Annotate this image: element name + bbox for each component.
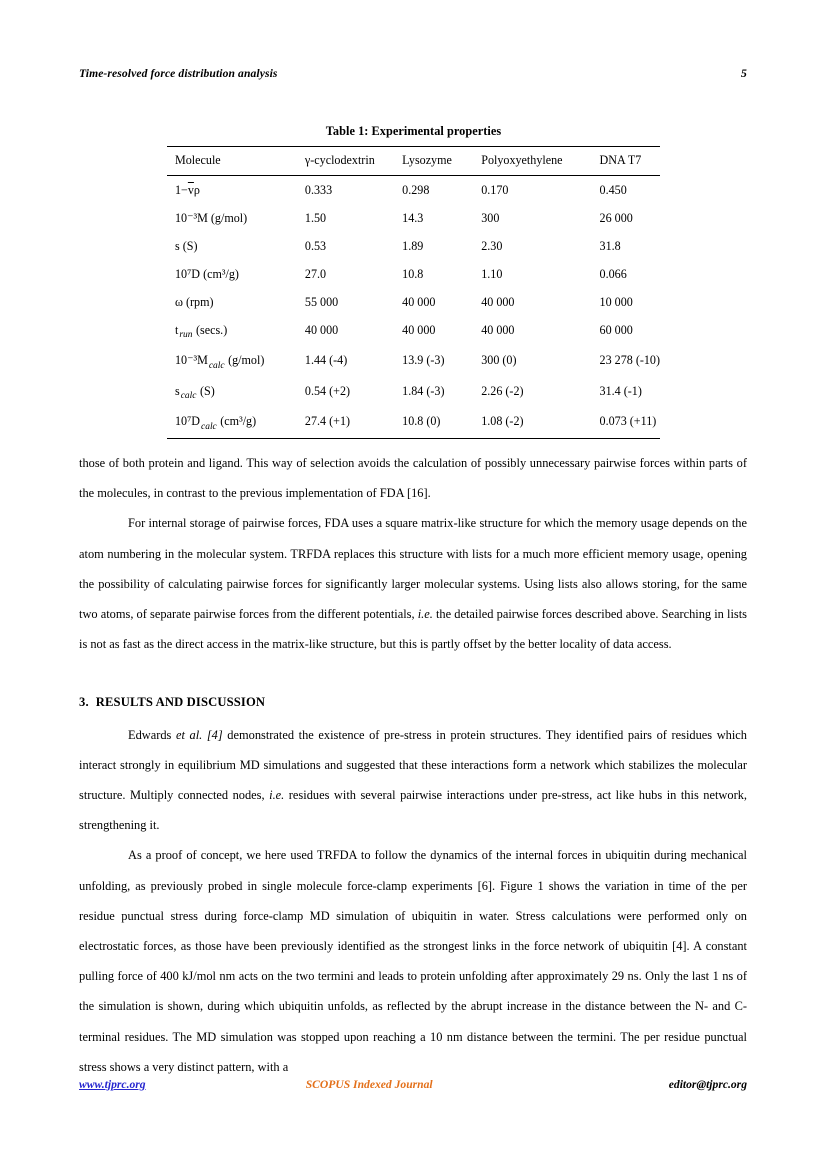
table-row: [167, 316, 660, 347]
overbar-v: $\overline{v}$: [187, 182, 194, 197]
paragraph-continuation: those of both protein and ligand. This way of selection avoids the calculation of possibly unnecessary pairwise forces within parts of the molecules, in contrast to the previous implementation of FDA [16].: [79, 456, 747, 501]
table-cell: 0.066: [599, 266, 627, 281]
table-cell: 300: [481, 210, 500, 225]
emphasis-et-al-citation: et al. [4]: [175, 727, 223, 742]
row-label: ω (rpm): [175, 294, 214, 309]
emphasis-ie-2: i.e.: [269, 788, 285, 803]
paragraph-text-b: the detailed pairwise forces described above. Searching in lists is not as fast as the direct access in the matrix-like structure, but this is partly offset by the better locality of data access.: [79, 607, 747, 652]
row-label: $1-\overline{v}\rho$: [175, 182, 200, 197]
table-cell: 60 000: [599, 322, 633, 337]
table-row: [167, 288, 660, 316]
running-head-title: Time-resolved force distribution analysis: [79, 67, 278, 80]
table-cell: 40 000: [481, 294, 515, 309]
row-label: $t_{run}$ (secs.): [175, 322, 228, 341]
body-text: [79, 448, 747, 1082]
table-cell: 300 (0): [481, 353, 517, 368]
table-cell: 1.44 (-4): [304, 353, 348, 368]
section-title: RESULTS AND DISCUSSION: [95, 695, 266, 710]
table-cell: 31.8: [599, 238, 621, 253]
paragraph-text-c: residues with several pairwise interactions under pre-stress, act like hubs in this network, strengthening it.: [79, 788, 747, 833]
paragraph-internal-storage: [79, 508, 747, 659]
table-cell: 55 000: [304, 294, 339, 309]
table-row: [167, 260, 660, 288]
table-cell: 14.3: [402, 210, 424, 225]
footer-email: editor@tjprc.org: [668, 1078, 747, 1091]
row-label: s (S): [175, 238, 198, 253]
table-cell: 31.4 (-1): [599, 383, 642, 398]
page-footer: [79, 1078, 747, 1091]
table-row: [167, 204, 660, 232]
section-heading-results: [79, 687, 747, 717]
page-number: 5: [740, 66, 747, 80]
subscript-run: run: [179, 330, 193, 341]
paragraph-edwards: [79, 720, 747, 841]
table-cell: 10 000: [599, 294, 633, 309]
table-cell: 27.4 (+1): [304, 414, 351, 429]
table-cell: 0.333: [304, 182, 333, 197]
section-number: 3.: [79, 695, 89, 710]
row-label: $10^7D_{calc}$ (cm³/g): [175, 414, 257, 432]
column-header-lysozyme: Lysozyme: [402, 153, 452, 167]
table-cell: 0.54 (+2): [304, 383, 351, 398]
table-cell: 0.450: [599, 182, 627, 197]
footer-website-link[interactable]: www.tjprc.org: [79, 1078, 146, 1091]
table-row: [167, 176, 660, 205]
table-cell: 27.0: [304, 266, 327, 281]
section-heading-wrapper: [79, 687, 747, 717]
table-cell: 0.53: [304, 238, 327, 253]
table-cell: 23 278 (-10): [599, 353, 660, 368]
table-row: [167, 408, 660, 439]
row-label: $10^{-3}M_{calc}$ (g/mol): [175, 353, 265, 371]
table-cell: 1.08 (-2): [481, 414, 524, 429]
paragraph-text-b: demonstrated the existence of pre-stress in protein structures. They identified pairs of residues which interact strongly in equilibrium MD simulations and suggested that these interactions form a network which stabilizes the molecular structure. Multiply connected nodes,: [79, 727, 747, 803]
table-header: [167, 147, 660, 176]
table-caption: Table 1: Experimental properties: [325, 124, 502, 138]
table-cell: 10.8 (0): [402, 414, 441, 429]
row-label: 10⁷D (cm³/g): [175, 266, 239, 281]
table-cell: 1.89: [402, 238, 424, 253]
experimental-properties-table: [167, 146, 660, 439]
subscript-calc: calc: [208, 360, 225, 371]
table-cell: 26 000: [599, 210, 633, 225]
table-row: [167, 232, 660, 260]
row-label: $s_{calc}$ (S): [175, 383, 215, 402]
table-header-row: [167, 147, 660, 176]
table-cell: 10.8: [402, 266, 424, 281]
running-head: [79, 66, 747, 81]
table-cell: 40 000: [304, 322, 339, 337]
table-cell: 1.10: [481, 266, 503, 281]
table-cell: 2.30: [481, 238, 503, 253]
paragraph-proof-of-concept: As a proof of concept, we here used TRFDA to follow the dynamics of the internal forces in ubiquitin during mechanical unfolding, as previously probed in single molecule force-clamp experiments [6]. Figure 1 shows the variation in time of the per residue punctual stress during force-clamp MD simulation of ubiquitin in water. Stress calculations were performed only on electrostatic forces, as those have been previously identified as the strongest links in the force network of ubiquitin [4]. A constant pulling force of 400 kJ/mol nm acts on the two termini and leads to protein unfolding after approximately 29 ns. Only the last 1 ns of the simulation is shown, during which ubiquitin unfolds, as reflected by the abrupt increase in the distance between the N- and C-terminal residues. The MD simulation was stopped upon reaching a 10 nm distance between the termini. The per residue punctual stress shows a very distinct pattern, with a: [79, 848, 747, 1074]
table-1-block: [167, 124, 660, 439]
table-cell: 0.170: [481, 182, 509, 197]
table-cell: 0.298: [402, 182, 430, 197]
table-row: [167, 377, 660, 408]
table-cell: 40 000: [402, 322, 436, 337]
paragraph-text-a: For internal storage of pairwise forces, FDA uses a square matrix-like structure for which the memory usage depends on the atom numbering in the molecular system. TRFDA replaces this structure with lists for a much more efficient memory usage, opening the possibility of calculating pairwise forces for significantly larger molecular systems. Using lists also allows storing, for the same two atoms, of separate pairwise forces from the different potentials,: [79, 516, 747, 622]
column-header-polyoxyethylene: Polyoxyethylene: [481, 153, 563, 167]
paragraph-text-a: Edwards: [128, 727, 176, 742]
column-header-molecule: Molecule: [175, 153, 221, 167]
table-cell: 40 000: [481, 322, 515, 337]
row-label: 10⁻³M (g/mol): [175, 210, 248, 225]
emphasis-ie-1: i.e.: [417, 607, 433, 622]
table-row: [167, 347, 660, 378]
table-cell: 2.26 (-2): [481, 383, 524, 398]
subscript-calc: calc: [180, 391, 197, 402]
table-cell: 1.50: [304, 210, 327, 225]
table-cell: 40 000: [402, 294, 436, 309]
column-header-gamma-cyclodextrin: γ-cyclodextrin: [304, 153, 375, 167]
table-cell: 1.84 (-3): [402, 383, 445, 398]
footer-scopus-label: SCOPUS Indexed Journal: [305, 1078, 433, 1091]
column-header-dna-t7: DNA T7: [599, 153, 642, 167]
table-body: [167, 176, 660, 439]
table-cell: 0.073 (+11): [599, 414, 657, 429]
subscript-calc: calc: [201, 421, 217, 432]
table-cell: 13.9 (-3): [402, 353, 445, 368]
